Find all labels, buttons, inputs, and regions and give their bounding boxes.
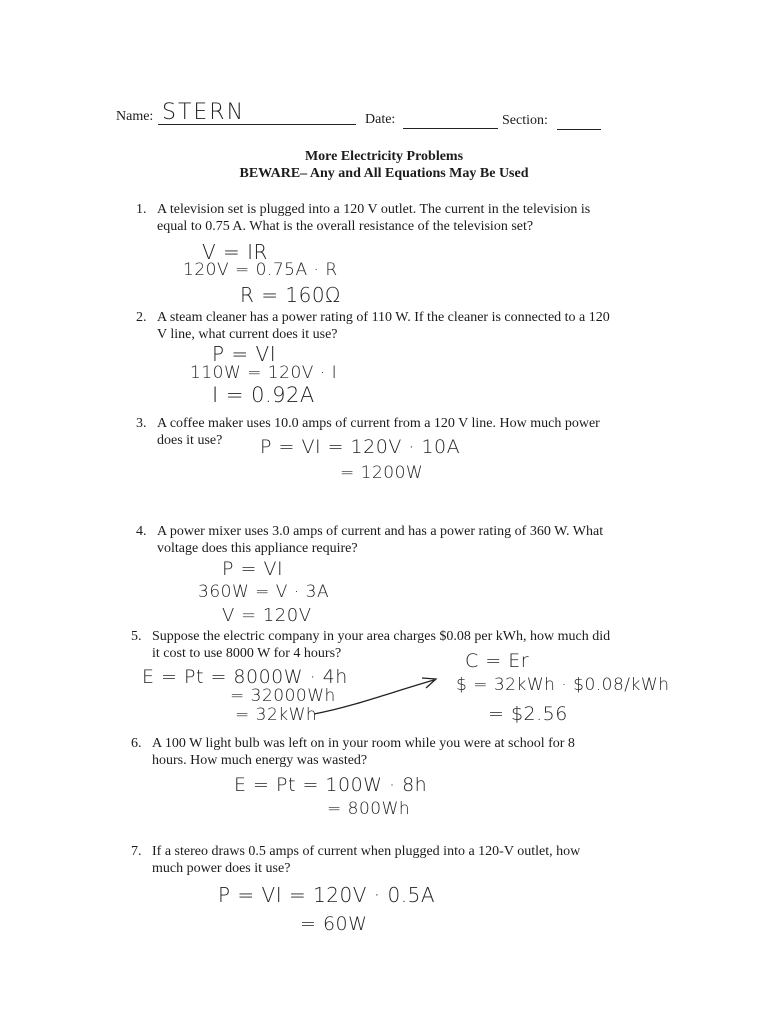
handwritten-work: = 60W: [300, 913, 368, 935]
name-field[interactable]: [158, 96, 356, 125]
problem-text-line: does it use?: [157, 433, 223, 448]
problem-text-line: V line, what current does it use?: [157, 327, 338, 342]
handwritten-work: $ = 32kWh · $0.08/kWh: [456, 675, 670, 695]
handwritten-work: R = 160Ω: [240, 283, 341, 307]
handwritten-work: = 1200W: [340, 463, 424, 483]
name-label: Name:: [116, 109, 154, 124]
problem-number: 4.: [136, 524, 147, 539]
problem-number: 6.: [131, 736, 142, 751]
handwritten-work: E = Pt = 8000W · 4h: [142, 666, 348, 688]
problem-text-line: If a stereo draws 0.5 amps of current when plugged into a 120-V outlet, how: [152, 844, 581, 859]
arrow-icon: [312, 672, 442, 718]
worksheet-title: More Electricity Problems: [304, 149, 464, 164]
handwritten-work: P = VI: [222, 558, 284, 580]
handwritten-work: I = 0.92A: [212, 383, 315, 407]
problem-text-line: voltage does this appliance require?: [157, 541, 358, 556]
problem-text-line: Suppose the electric company in your area charges $0.08 per kWh, how much did: [152, 629, 611, 644]
handwritten-work: 360W = V · 3A: [198, 582, 330, 602]
problem-text-line: much power does it use?: [152, 861, 291, 876]
handwritten-work: 120V = 0.75A · R: [183, 260, 338, 280]
handwritten-work: E = Pt = 100W · 8h: [234, 774, 428, 796]
problem-text-line: A coffee maker uses 10.0 amps of current from a 120 V line. How much power: [157, 416, 600, 431]
handwritten-work: V = IR: [202, 240, 268, 264]
handwritten-work: P = VI = 120V · 0.5A: [218, 883, 436, 907]
worksheet-subtitle: BEWARE– Any and All Equations May Be Used: [239, 166, 529, 181]
handwritten-work: P = VI: [212, 342, 277, 366]
problem-number: 7.: [131, 844, 142, 859]
handwritten-work: = 32000Wh: [230, 686, 336, 706]
problem-number: 3.: [136, 416, 147, 431]
handwritten-work: = $2.56: [488, 703, 568, 725]
problem-text-line: it cost to use 8000 W for 4 hours?: [152, 646, 342, 661]
problem-text-line: hours. How much energy was wasted?: [152, 753, 368, 768]
section-field[interactable]: [557, 113, 601, 130]
handwritten-work: = 32kWh: [235, 705, 318, 725]
handwritten-work: P = VI = 120V · 10A: [260, 436, 461, 458]
problem-text-line: A steam cleaner has a power rating of 110 W. If the cleaner is connected to a 120: [157, 310, 610, 325]
problem-number: 2.: [136, 310, 147, 325]
handwritten-work: 110W = 120V · I: [190, 363, 338, 383]
handwritten-work: C = Er: [465, 650, 530, 672]
problem-text-line: A 100 W light bulb was left on in your room while you were at school for 8: [152, 736, 575, 751]
problem-text-line: A power mixer uses 3.0 amps of current and has a power rating of 360 W. What: [157, 524, 604, 539]
section-label: Section:: [502, 113, 548, 128]
problem-number: 1.: [136, 202, 147, 217]
problem-text-line: equal to 0.75 A. What is the overall resistance of the television set?: [157, 219, 534, 234]
date-field[interactable]: [403, 112, 498, 129]
date-label: Date:: [365, 112, 396, 127]
name-value: STERN: [162, 100, 246, 125]
problem-number: 5.: [131, 629, 142, 644]
problem-text-line: A television set is plugged into a 120 V outlet. The current in the television is: [157, 202, 591, 217]
handwritten-work: = 800Wh: [327, 799, 411, 819]
handwritten-work: V = 120V: [222, 605, 312, 626]
